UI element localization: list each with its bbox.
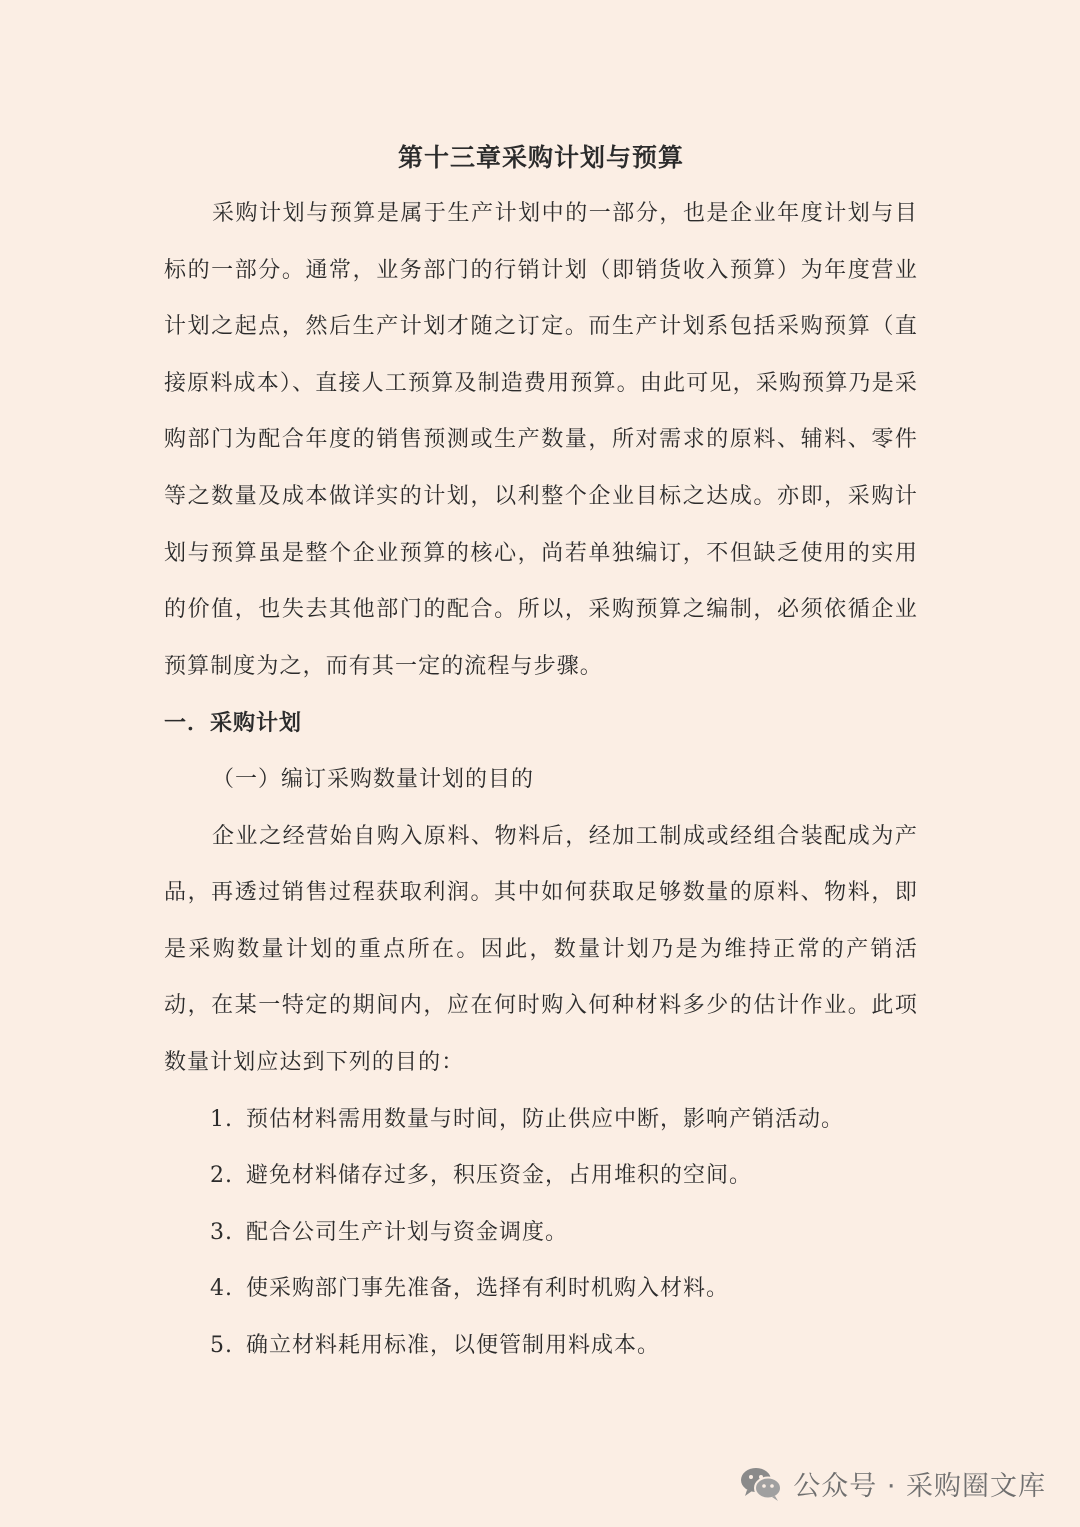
section-heading: 一．采购计划 — [164, 710, 303, 737]
document-page — [164, 130, 918, 1374]
list-item — [164, 1261, 918, 1318]
objectives-list — [164, 1092, 918, 1375]
list-item-number: 3. — [210, 1219, 233, 1245]
list-item-text: 确立材料耗用标准，以便管制用料成本。 — [246, 1332, 661, 1358]
body-paragraph: 企业之经营始自购入原料、物料后，经加工制成或经组合装配成为产品，再透过销售过程获取利润。其中如何获取足够数量的原料、物料，即是采购数量计划的重点所在。因此，数量计划乃是为维持正常的产销活动，在某一特定的期间内，应在何时购入何种材料多少的估计作业。此项数量计划应达到下列的目的： — [164, 823, 918, 1075]
list-item — [164, 1318, 918, 1375]
intro-paragraph: 采购计划与预算是属于生产计划中的一部分，也是企业年度计划与目标的一部分。通常，业务部门的行销计划（即销货收入预算）为年度营业计划之起点，然后生产计划才随之订定。而生产计划系包括采购预算（直接原料成本）、直接人工预算及制造费用预算。由此可见，采购预算乃是采购部门为配合年度的销售预测或生产数量，所对需求的原料、辅料、零件等之数量及成本做详实的计划，以利整个企业目标之达成。亦即，采购计划与预算虽是整个企业预算的核心，尚若单独编订，不但缺乏使用的实用的价值，也失去其他部门的配合。所以，采购预算之编制，必须依循企业预算制度为之，而有其一定的流程与步骤。 — [164, 201, 918, 679]
wechat-icon — [739, 1466, 783, 1502]
list-item-text: 避免材料储存过多，积压资金，占用堆积的空间。 — [246, 1163, 753, 1189]
list-item-text: 预估材料需用数量与时间，防止供应中断，影响产销活动。 — [246, 1106, 845, 1132]
list-item-number: 2. — [210, 1163, 233, 1189]
list-item-text: 配合公司生产计划与资金调度。 — [246, 1219, 569, 1245]
list-item — [164, 1092, 918, 1149]
subsection-heading: （一）编订采购数量计划的目的 — [212, 766, 535, 792]
watermark-label: 公众号 · 采购圈文库 — [793, 1471, 1046, 1502]
watermark — [739, 1464, 1046, 1503]
list-item — [164, 1148, 918, 1205]
list-item-number: 4. — [210, 1276, 233, 1302]
document-title: 第十三章采购计划与预算 — [397, 143, 684, 172]
list-item-number: 5. — [210, 1332, 233, 1358]
list-item-text: 使采购部门事先准备，选择有利时机购入材料。 — [246, 1276, 730, 1302]
list-item — [164, 1205, 918, 1262]
list-item-number: 1. — [210, 1106, 233, 1132]
